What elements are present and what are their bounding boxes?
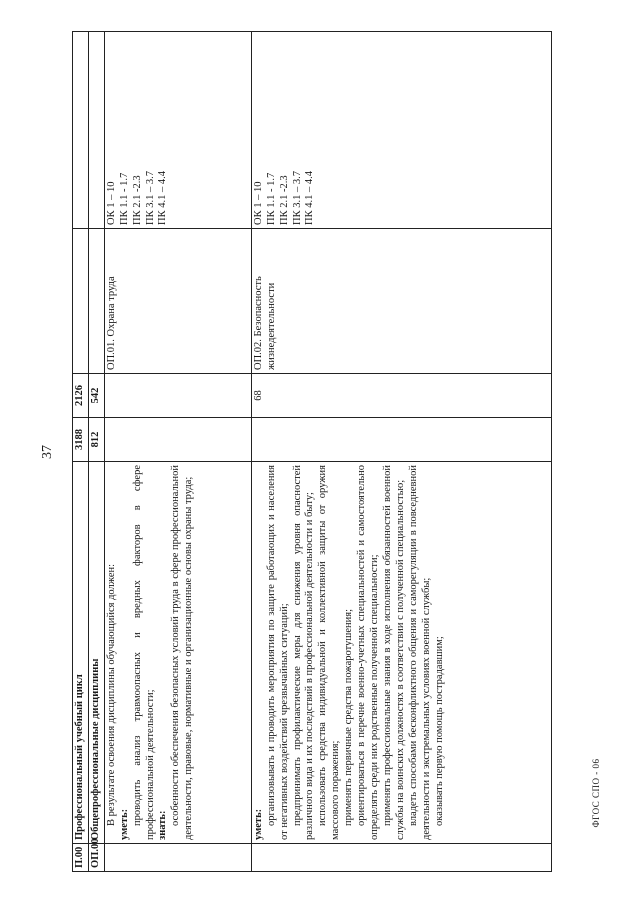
competency-item: ПК 2.1 -2.3 xyxy=(278,175,290,225)
competency-item: ПК 3.1 – 3.7 xyxy=(291,171,303,225)
curriculum-table xyxy=(72,31,552,872)
table-row-cycle xyxy=(73,32,89,872)
competency-item: ОК 1 – 10 xyxy=(252,181,264,225)
competency-item: ПК 1.1 - 1.7 xyxy=(118,172,130,225)
op02-item: ориентироваться в перечне военно-учетных специальностей и самостоятельно определять среди них родственные полученной специальности; xyxy=(356,465,380,840)
op02-item: использовать средства индивидуальной и коллективной защиты от оружия массового поражения; xyxy=(317,465,342,840)
op01-max-hours-empty xyxy=(104,418,251,462)
op02-index-empty xyxy=(251,844,551,872)
table-row-op01 xyxy=(104,32,251,872)
op02-item: организовывать и проводить мероприятия по защите работающих и населения от негативных воздействий чрезвычайных ситуаций; xyxy=(265,465,290,840)
op02-required-hours: 68 xyxy=(251,374,551,418)
op02-competencies xyxy=(251,32,551,229)
op02-item: применять первичные средства пожаротушения; xyxy=(343,608,355,826)
competency-item: ОК 1 – 10 xyxy=(105,181,117,225)
op02-max-hours-empty xyxy=(251,418,551,462)
competency-item: ПК 2.1 -2.3 xyxy=(131,175,143,225)
cycle-index: П.00 xyxy=(73,844,89,872)
op01-index-empty xyxy=(104,844,251,872)
op02-item: предпринимать профилактические меры для снижения уровня опасностей различного вида и их последствий в профессиональной деятельности и быту; xyxy=(291,465,316,840)
op01-znat-item: особенности обеспечения безопасных условий труда в сфере профессиональной деятельности, правовые, нормативные и организационные основы охраны труда; xyxy=(170,465,195,840)
op02-discipline: ОП.02. Безопасность жизнедеятельности xyxy=(251,229,551,374)
competency-item: ПК 4.1 – 4.4 xyxy=(157,171,169,225)
op02-requirements xyxy=(251,462,551,844)
op01-znat-label: знать: xyxy=(157,810,169,840)
general-competencies-empty xyxy=(88,32,104,229)
op01-umet-label: уметь: xyxy=(118,808,130,840)
competency-item: ПК 3.1 – 3.7 xyxy=(144,171,156,225)
cycle-max-hours: 3188 xyxy=(73,418,89,462)
competency-item: ПК 1.1 - 1.7 xyxy=(265,172,277,225)
op02-item: применять профессиональные знания в ходе исполнения обязанностей военной службы на воинских должностях в соответствии с полученной специальностью; xyxy=(381,465,406,840)
general-name: Общепрофессиональные дисциплины xyxy=(88,462,104,844)
rotated-page-content xyxy=(72,32,565,872)
op01-discipline: ОП.01. Охрана труда xyxy=(104,229,251,374)
footer-code: ФГОС СПО - 06 xyxy=(591,758,601,828)
op01-requirements xyxy=(104,462,251,844)
op01-intro: В результате освоения дисциплины обучающийся должен: xyxy=(105,563,117,826)
page-number: 37 xyxy=(40,445,55,459)
op02-umet-label: уметь: xyxy=(252,808,264,840)
cycle-discipline-empty xyxy=(73,229,89,374)
op02-item: владеть способами бесконфликтного общения и саморегуляции в повседневной деятельности и экстремальных условиях военной службы; xyxy=(407,465,432,840)
general-index: ОП.00 xyxy=(88,844,104,872)
cycle-competencies-empty xyxy=(73,32,89,229)
cycle-name: Профессиональный учебный цикл xyxy=(73,462,89,844)
general-required-hours: 542 xyxy=(88,374,104,418)
op01-umet-item: проводить анализ травмоопасных и вредных факторов в сфере профессиональной деятельности; xyxy=(131,465,156,840)
general-discipline-empty xyxy=(88,229,104,374)
op01-required-hours-empty xyxy=(104,374,251,418)
op01-competencies xyxy=(104,32,251,229)
cycle-required-hours: 2126 xyxy=(73,374,89,418)
op02-item: оказывать первую помощь пострадавшим; xyxy=(433,636,445,826)
general-max-hours: 812 xyxy=(88,418,104,462)
table-row-general xyxy=(88,32,104,872)
table-row-op02 xyxy=(251,32,551,872)
competency-item: ПК 4.1 – 4.4 xyxy=(304,171,316,225)
